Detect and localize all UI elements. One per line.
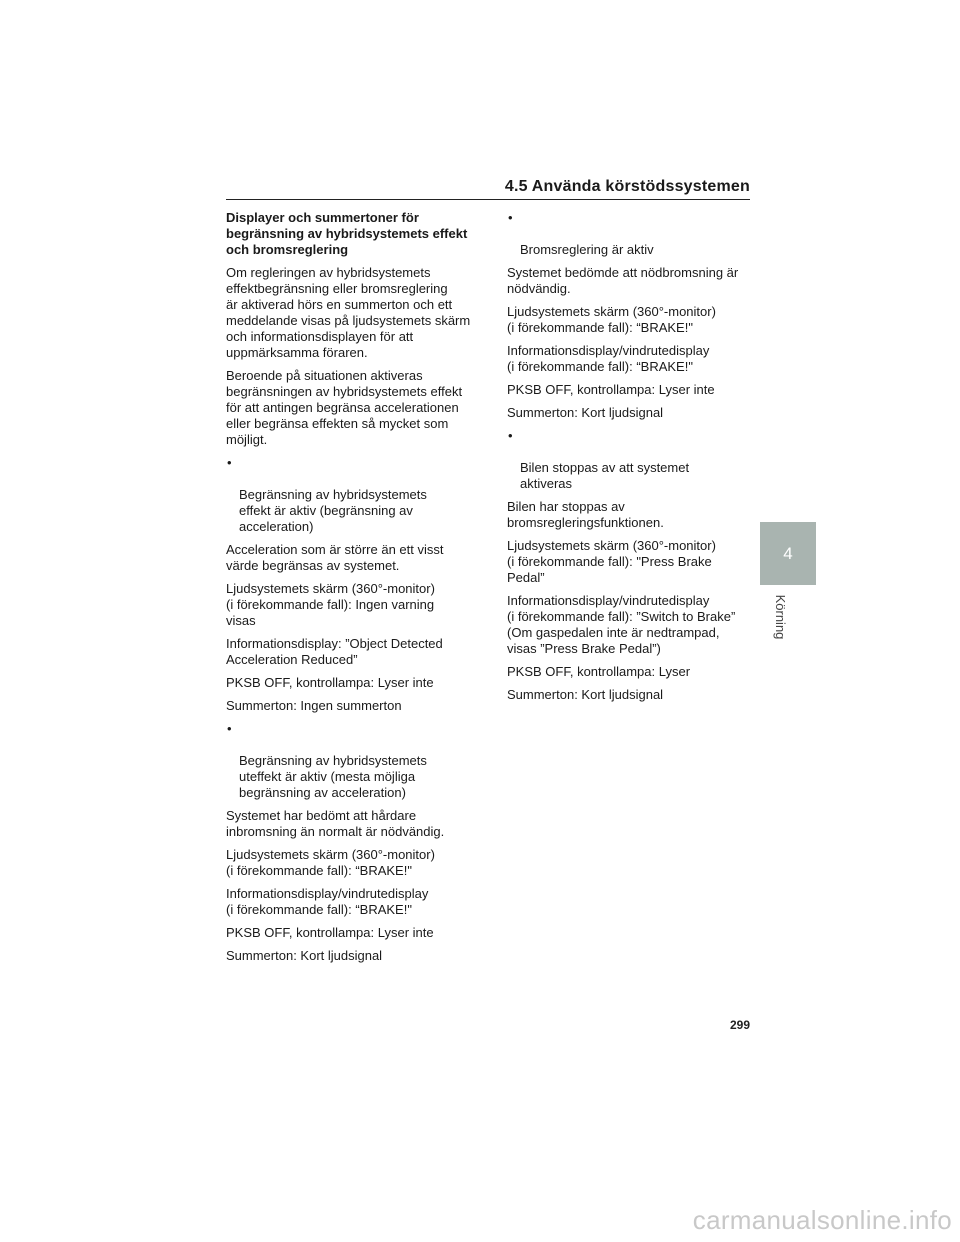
bullet-item: [507, 210, 755, 258]
bullet-symbol: •: [227, 455, 232, 470]
header-divider: [226, 199, 750, 200]
paragraph: Summerton: Ingen summerton: [226, 698, 402, 713]
bullet-symbol: •: [508, 210, 513, 225]
right-column: [507, 210, 755, 710]
chapter-label: Körning: [773, 594, 788, 640]
paragraph: Ljudsystemets skärm (360°-monitor) (i förekommande fall): "Press Brake Pedal”: [507, 538, 716, 585]
paragraph: Systemet bedömde att nödbromsning är nödvändig.: [507, 265, 739, 296]
paragraph: Beroende på situationen aktiveras begränsningen av hybridsystemets effekt för att antingen begränsa accelerationen eller begränsa effekten så mycket som möjligt.: [226, 368, 463, 447]
page-number: 299: [729, 1018, 750, 1032]
paragraph: PKSB OFF, kontrollampa: Lyser inte: [507, 382, 715, 397]
paragraph: Informationsdisplay/vindrutedisplay (i förekommande fall): “BRAKE!": [226, 886, 429, 917]
chapter-number: 4: [783, 543, 793, 563]
bullet-item: [226, 455, 476, 535]
paragraph: PKSB OFF, kontrollampa: Lyser: [507, 664, 691, 679]
paragraph: Systemet har bedömt att hårdare inbromsning än normalt är nödvändig.: [226, 808, 445, 839]
paragraph: Summerton: Kort ljudsignal: [226, 948, 383, 963]
paragraph: Acceleration som är större än ett visst värde begränsas av systemet.: [226, 542, 444, 573]
paragraph: Ljudsystemets skärm (360°-monitor) (i förekommande fall): Ingen varning visas: [226, 581, 435, 628]
paragraph: Summerton: Kort ljudsignal: [507, 405, 664, 420]
section-heading: Displayer och summertoner för begränsning av hybridsystemets effekt och bromsreglering: [226, 210, 468, 257]
paragraph: Ljudsystemets skärm (360°-monitor) (i förekommande fall): “BRAKE!": [507, 304, 716, 335]
paragraph: Bilen har stoppas av bromsregleringsfunktionen.: [507, 499, 664, 530]
left-column: [226, 210, 476, 971]
bullet-item: [226, 721, 476, 801]
chapter-tab: [760, 522, 816, 585]
paragraph: Ljudsystemets skärm (360°-monitor) (i förekommande fall): “BRAKE!": [226, 847, 435, 878]
bullet-text: Begränsning av hybridsystemets effekt är aktiv (begränsning av acceleration): [239, 487, 427, 534]
paragraph: PKSB OFF, kontrollampa: Lyser inte: [226, 925, 434, 940]
section-title: 4.5 Använda körstödssystemen: [504, 178, 750, 195]
paragraph: Om regleringen av hybridsystemets effektbegränsning eller bromsreglering är aktiverad hörs en summerton och ett meddelande visas på ljudsystemets skärm och informationsdisplayen för att uppmärksamma föraren.: [226, 265, 471, 360]
paragraph: Summerton: Kort ljudsignal: [507, 687, 664, 702]
bullet-text: Bromsreglering är aktiv: [520, 242, 654, 257]
bullet-text: Bilen stoppas av att systemet aktiveras: [520, 460, 690, 491]
paragraph: Informationsdisplay: ”Object Detected Acceleration Reduced”: [226, 636, 443, 667]
bullet-item: [507, 428, 755, 492]
bullet-symbol: •: [227, 721, 232, 736]
bullet-text: Begränsning av hybridsystemets uteffekt är aktiv (mesta möjliga begränsning av acceleration): [239, 753, 427, 800]
paragraph: PKSB OFF, kontrollampa: Lyser inte: [226, 675, 434, 690]
bullet-symbol: •: [508, 428, 513, 443]
watermark: carmanualsonline.info: [692, 1205, 952, 1235]
paragraph: Informationsdisplay/vindrutedisplay (i förekommande fall): “BRAKE!": [507, 343, 710, 374]
paragraph: Informationsdisplay/vindrutedisplay (i förekommande fall): ”Switch to Brake” (Om gaspedalen inte är nedtrampad, visas ”Press Brake Pedal”): [507, 593, 736, 656]
